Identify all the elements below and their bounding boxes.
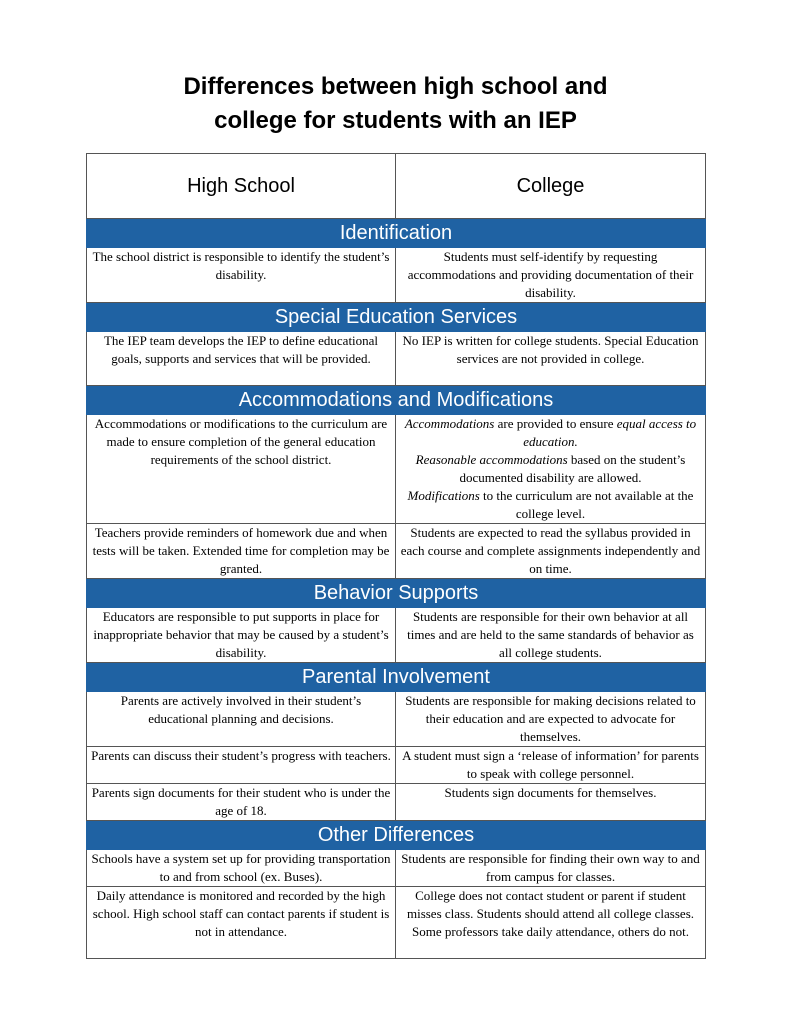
equal-access-term: equal access to education. xyxy=(523,416,697,449)
section-heading-behavior: Behavior Supports xyxy=(87,579,706,608)
section-header-row xyxy=(87,219,706,248)
reasonable-accommodations-text: based on the student’s documented disability are allowed. xyxy=(459,452,686,485)
accommodations-paragraph xyxy=(400,415,701,451)
section-heading-identification: Identification xyxy=(87,219,706,248)
section-header-row xyxy=(87,663,706,692)
high-school-cell: Educators are responsible to put supports in place for inappropriate behavior that may be caused by a student’s disability. xyxy=(87,608,396,663)
section-header-row xyxy=(87,386,706,415)
high-school-cell: Parents can discuss their student’s progress with teachers. xyxy=(87,747,396,784)
reasonable-accommodations-paragraph xyxy=(400,451,701,487)
table-row xyxy=(87,850,706,887)
title-line-1: Differences between high school and xyxy=(183,73,608,100)
table-row xyxy=(87,332,706,386)
college-cell xyxy=(396,415,706,524)
comparison-table xyxy=(86,153,706,959)
high-school-cell: Teachers provide reminders of homework due and when tests will be taken. Extended time for completion may be granted. xyxy=(87,524,396,579)
high-school-cell: Schools have a system set up for providing transportation to and from school (ex. Buses). xyxy=(87,850,396,887)
section-heading-parental: Parental Involvement xyxy=(87,663,706,692)
section-heading-special-education: Special Education Services xyxy=(87,303,706,332)
section-header-row xyxy=(87,303,706,332)
college-cell: College does not contact student or parent if student misses class. Students should attend all college classes. Some professors take daily attendance, others do not. xyxy=(396,887,706,959)
accommodations-text: are provided to ensure xyxy=(494,416,617,431)
college-cell: Students are responsible for their own behavior at all times and are held to the same standards of behavior as all college students. xyxy=(396,608,706,663)
table-row xyxy=(87,248,706,303)
section-header-row xyxy=(87,579,706,608)
accommodations-term: Accommodations xyxy=(404,416,495,431)
column-header-row xyxy=(87,154,706,219)
college-cell: No IEP is written for college students. Special Education services are not provided in college. xyxy=(396,332,706,386)
section-header-row xyxy=(87,821,706,850)
high-school-cell: The IEP team develops the IEP to define educational goals, supports and services that will be provided. xyxy=(87,332,396,386)
college-cell: Students must self-identify by requesting accommodations and providing documentation of their disability. xyxy=(396,248,706,303)
college-cell: Students are responsible for finding their own way to and from campus for classes. xyxy=(396,850,706,887)
table-row xyxy=(87,608,706,663)
high-school-cell: Accommodations or modifications to the curriculum are made to ensure completion of the general education requirements of the school district. xyxy=(87,415,396,524)
page-title xyxy=(0,70,791,138)
modifications-text: to the curriculum are not available at the college level. xyxy=(479,488,694,521)
high-school-cell: The school district is responsible to identify the student’s disability. xyxy=(87,248,396,303)
modifications-term: Modifications xyxy=(407,488,480,503)
table-row xyxy=(87,887,706,959)
high-school-cell: Parents are actively involved in their student’s educational planning and decisions. xyxy=(87,692,396,747)
column-header-high-school: High School xyxy=(87,154,396,219)
high-school-cell: Parents sign documents for their student who is under the age of 18. xyxy=(87,784,396,821)
modifications-paragraph xyxy=(400,487,701,523)
reasonable-accommodations-term: Reasonable accommodations xyxy=(415,452,568,467)
column-header-college: College xyxy=(396,154,706,219)
table-row xyxy=(87,784,706,821)
college-cell: Students are responsible for making decisions related to their education and are expected to advocate for themselves. xyxy=(396,692,706,747)
table-row xyxy=(87,524,706,579)
high-school-cell: Daily attendance is monitored and recorded by the high school. High school staff can contact parents if student is not in attendance. xyxy=(87,887,396,959)
section-heading-other: Other Differences xyxy=(87,821,706,850)
table-row xyxy=(87,692,706,747)
title-line-2: college for students with an IEP xyxy=(214,107,577,134)
college-cell: Students sign documents for themselves. xyxy=(396,784,706,821)
college-cell: Students are expected to read the syllabus provided in each course and complete assignments independently and on time. xyxy=(396,524,706,579)
table-row xyxy=(87,415,706,524)
table-row xyxy=(87,747,706,784)
section-heading-accommodations: Accommodations and Modifications xyxy=(87,386,706,415)
college-cell: A student must sign a ‘release of information’ for parents to speak with college personnel. xyxy=(396,747,706,784)
